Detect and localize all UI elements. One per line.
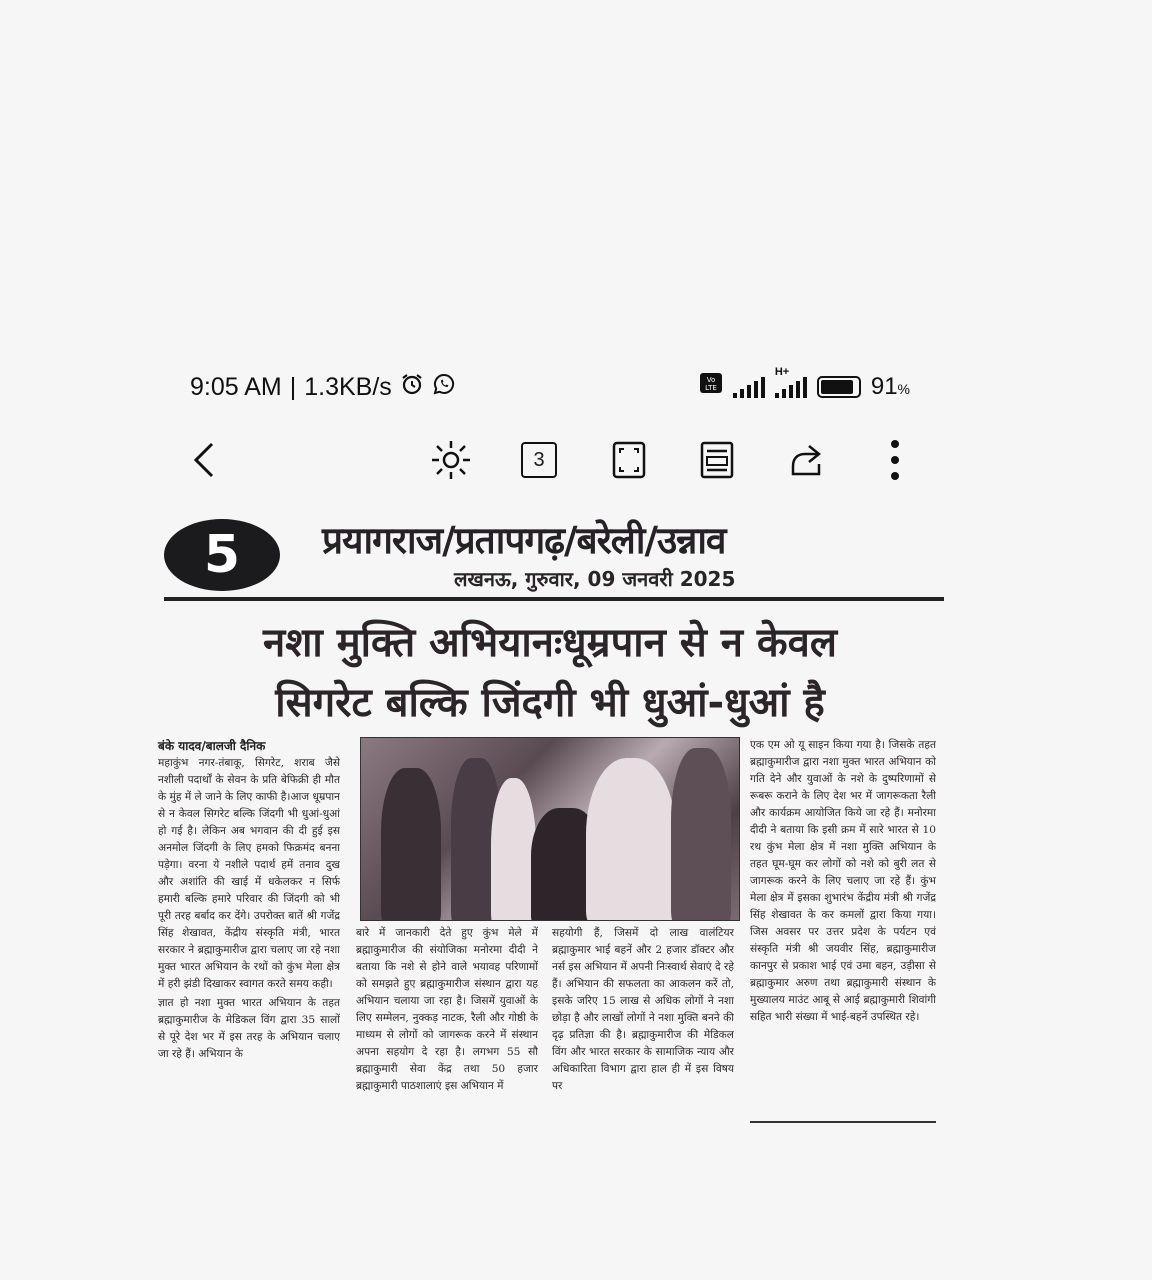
masthead bbox=[164, 513, 944, 599]
svg-text:LTE: LTE bbox=[705, 384, 717, 392]
status-separator: | bbox=[289, 373, 297, 401]
status-bar bbox=[190, 365, 910, 406]
volte-icon bbox=[699, 372, 723, 401]
byline: बंके यादव/बालजी दैनिक bbox=[158, 739, 266, 753]
viewer-toolbar bbox=[180, 432, 920, 490]
reader-mode-icon bbox=[699, 440, 735, 480]
headline-line-2: सिगरेट बल्कि जिंदगी भी धुआं-धुआं है bbox=[275, 680, 825, 726]
brightness-icon bbox=[429, 438, 473, 482]
tabs-icon bbox=[521, 442, 557, 478]
share-icon bbox=[785, 440, 825, 480]
newspaper-clipping bbox=[150, 505, 950, 1135]
network-type-label: H+ bbox=[774, 365, 790, 378]
page-number-badge: 5 bbox=[164, 519, 280, 591]
news-photo bbox=[360, 737, 740, 921]
alarm-icon bbox=[400, 372, 424, 403]
tabs-button[interactable] bbox=[514, 432, 564, 488]
whatsapp-icon bbox=[432, 372, 456, 403]
headline bbox=[150, 613, 950, 733]
tab-count: 3 bbox=[533, 448, 545, 471]
back-button[interactable] bbox=[180, 432, 230, 488]
dateline: लखनऊ, गुरुवार, 09 जनवरी 2025 bbox=[454, 567, 736, 591]
fullscreen-button[interactable] bbox=[604, 432, 654, 488]
back-icon bbox=[188, 440, 222, 480]
column-1-paragraph-2: ज्ञात हो नशा मुक्त भारत अभियान के तहत ब्रह्माकुमारीज के मेडिकल विंग द्वारा 35 सालों से पूरे देश भर में इस तरह के अभियान चलाए जा रहे हैं। अभियान के bbox=[158, 997, 340, 1060]
article-column-3: सहयोगी हैं, जिसमें दो लाख वालंटियर ब्रह्माकुमार भाई बहनें और 2 हजार डॉक्टर और नर्स इस अभियान में अपनी निःस्वार्थ सेवाएं दे रहे हैं। अभियान की सफलता का आकलन करें तो, इसके जरिए 15 लाख से अधिक लोगों ने नशा छोड़ा है और लाखों लोगों ने नशा मुक्ति बनने की दृढ़ प्रतिज्ञा की है। ब्रह्माकुमारीज की मेडिकल विंग और भारत सरकार के सामाजिक न्याय और अधिकारिता विभाग द्वारा हाल ही में इस विषय पर bbox=[552, 927, 734, 1092]
article-column-4: एक एम ओ यू साइन किया गया है। जिसके तहत ब्रह्माकुमारीज द्वारा नशा मुक्त भारत अभियान को गति देने और युवाओं के नशे के दुष्परिणामों से रूबरू कराने के लिए देश भर में जागरूकता रैली और कार्यक्रम आयोजित किये जा रहे हैं। मनोरमा दीदी ने बताया कि इसी क्रम में सारे भारत से 10 रथ कुंभ मेला क्षेत्र में नशा मुक्ति अभियान के तहत घूम-घूम कर लोगों को नशे को बुरी लत से जागरूक करने के लिए चलाए जा रहे हैं। कुंभ मेला क्षेत्र में इसका शुभारंभ केंद्रीय मंत्री श्री गजेंद्र सिंह शेखावत के कर कमलों द्वारा किया गया। जिस अवसर पर उत्तर प्रदेश के पर्यटन एवं संस्कृति मंत्री श्री जयवीर सिंह, ब्रह्माकुमारीज कानपुर से प्रकाश भाई एवं उमा बहन, उड़ीसा से ब्रह्माकुमार अरुण तथा ब्रह्माकुमारी संस्थान के मुख्यालय माउंट आबू से आई ब्रह्माकुमारी शिवांगी सहित भारी संख्या में भाई-बहनें उपस्थित रहे। bbox=[750, 739, 936, 1023]
svg-text:Vo: Vo bbox=[706, 376, 716, 384]
status-time: 9:05 AM bbox=[190, 373, 282, 401]
reader-mode-button[interactable] bbox=[692, 432, 742, 488]
more-options-button[interactable] bbox=[870, 432, 920, 488]
signal-hplus-icon bbox=[774, 365, 807, 398]
battery-level: 91% bbox=[870, 372, 910, 400]
masthead-rule bbox=[164, 597, 944, 601]
edition-title: प्रयागराज/प्रतापगढ़/बरेली/उन्नाव bbox=[322, 519, 726, 562]
headline-line-1: नशा मुक्ति अभियानःधूम्रपान से न केवल bbox=[263, 620, 837, 666]
more-icon bbox=[889, 438, 901, 482]
article-end-rule bbox=[750, 1121, 936, 1123]
article-column-1 bbox=[158, 755, 340, 1115]
brightness-button[interactable] bbox=[426, 432, 476, 488]
signal-icon bbox=[733, 376, 765, 398]
article-column-2: बारे में जानकारी देते हुए कुंभ मेले में ब्रह्माकुमारीज की संयोजिका मनोरमा दीदी ने बताया कि नशे से होने वाले भयावह परिणामों को समझते हुए ब्रह्माकुमारीज संस्थान द्वारा यह अभियान चलाया जा रहा है। जिसमें युवाओं के लिए सम्मेलन, नुक्कड़ नाटक, रैली और गोष्ठी के माध्यम से लोगों को जागरूक करने में संस्थान अपना सहयोग दे रहा है। लगभग 55 सौ ब्रह्माकुमारी सेवा केंद्र तथा 50 हजार ब्रह्माकुमारी पाठशालाएं इस अभियान में bbox=[356, 927, 538, 1092]
fullscreen-icon bbox=[611, 440, 647, 480]
battery-icon bbox=[817, 376, 861, 398]
share-button[interactable] bbox=[780, 432, 830, 488]
network-speed: 1.3KB/s bbox=[304, 373, 392, 401]
column-1-paragraph-1: महाकुंभ नगर-तंबाकू, सिगरेट, शराब जैसे नशीली पदार्थों के सेवन के प्रति बेफिक्री ही मौत के मुंह में ले जाने के लिए काफी है।आज धूम्रपान से न केवल सिगरेट बल्कि जिंदगी भी धुआं-धुआं हो गई है। लेकिन अब भगवान की दी हुई इस अनमोल जिंदगी के लिए हमको फिक्रमंद बनना पड़ेगा। वरना ये नशीले पदार्थ हमें तनाव दुख और अशांति की खाई में धकेलकर न सिर्फ हमारी बल्कि हमारे परिवार की जिंदगी को भी पूरी तरह बर्बाद कर देंगे। उपरोक्त बातें श्री गजेंद्र सिंह शेखावत, केंद्रीय संस्कृति मंत्री, भारत सरकार ने ब्रह्माकुमारीज द्वारा चलाए जा रहे नशा मुक्त भारत अभियान के रथों को कुंभ मेला क्षेत्र में हरी झंडी दिखाकर स्वागत करते समय कही। bbox=[158, 757, 340, 990]
